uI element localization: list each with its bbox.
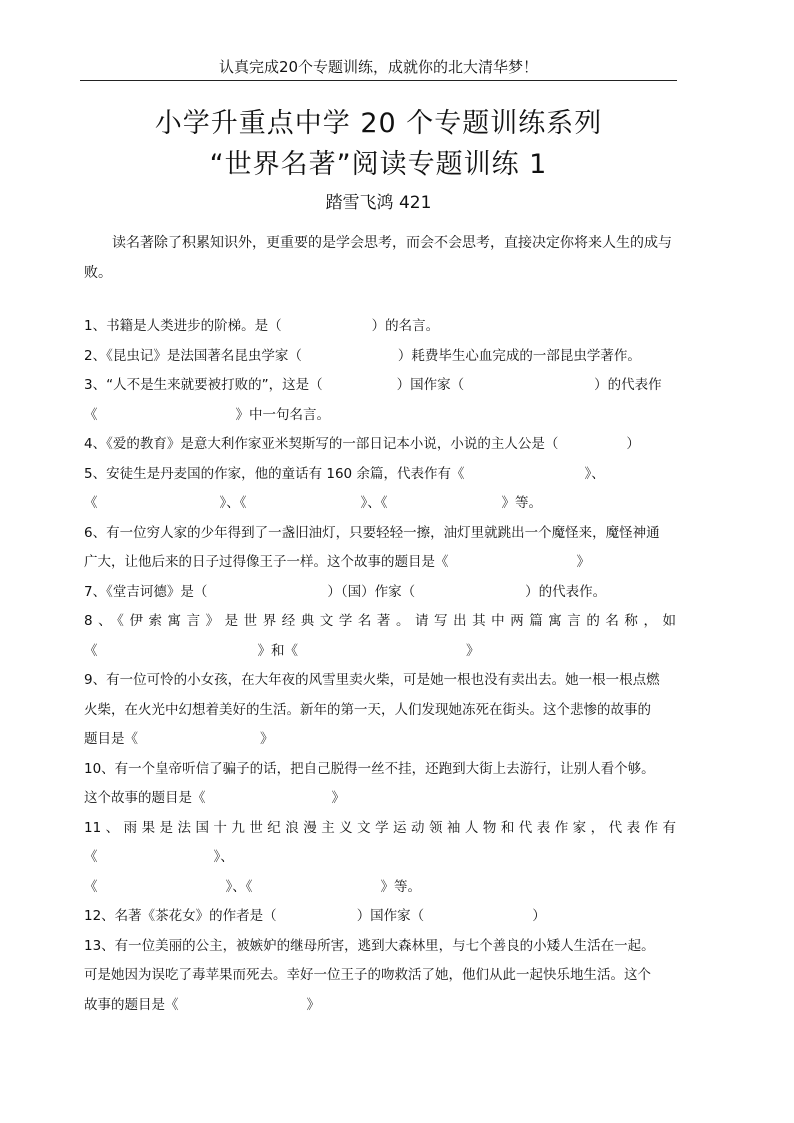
title-topic: “世界名著”阅读专题训练 1	[209, 149, 548, 180]
q4-text-b: ）	[626, 436, 640, 452]
question-7	[84, 578, 676, 608]
question-6-line-2	[84, 548, 676, 578]
question-11-line-1	[84, 814, 676, 844]
q8-text-d: 》	[466, 642, 480, 659]
q6-text-b: 广大，让他后来的日子过得像王子一样。这个故事的题目是《	[84, 554, 449, 570]
q11-text-e: 》、《	[225, 878, 253, 895]
question-11-line-2	[84, 843, 676, 873]
header-rule	[80, 80, 677, 81]
q13-text-a: 13、有一位美丽的公主，被嫉妒的继母所害，逃到大森林里，与七个善良的小矮人生活在一起。	[84, 937, 655, 954]
q5-text-b: 》、	[584, 465, 605, 482]
q7-text-c: ）的代表作。	[525, 583, 607, 600]
q11-text-f: 》等。	[380, 878, 421, 895]
q7-text-a: 7、《堂吉诃德》是（	[84, 583, 208, 600]
q8-text-a: 8、《伊索寓言》是世界经典文学名著。请写出其中两篇寓言的名称，如	[84, 613, 676, 629]
question-3-line-2	[84, 401, 676, 431]
q2-text-a: 2、《昆虫记》是法国著名昆虫学家（	[84, 347, 302, 364]
question-list	[84, 312, 676, 1020]
q5-text-e: 》、《	[360, 495, 388, 511]
question-5-line-2	[84, 489, 676, 519]
q9-text-a: 9、有一位可怜的小女孩，在大年夜的风雪里卖火柴，可是她一根也没有卖出去。她一根一根点燃	[84, 672, 660, 688]
q3-text-e: 》中一句名言。	[235, 406, 330, 423]
q4-text-a: 4、《爱的教育》是意大利作家亚米契斯写的一部日记本小说，小说的主人公是（	[84, 436, 559, 452]
question-8-line-1	[84, 607, 676, 637]
q8-text-b: 《	[84, 642, 98, 659]
q6-text-c: 》	[576, 554, 590, 570]
q5-text-c: 《	[84, 495, 98, 511]
q5-text-d: 》、《	[219, 495, 247, 511]
question-13-line-3	[84, 991, 676, 1021]
q5-text-a: 5、安徒生是丹麦国的作家，他的童话有 160 余篇，代表作有《	[84, 465, 465, 482]
author-name: 踏雪飞鸿 421	[325, 193, 432, 213]
q9-text-d: 》	[260, 731, 274, 747]
title-series: 小学升重点中学 20 个专题训练系列	[154, 108, 603, 139]
q13-text-d: 》	[306, 996, 320, 1013]
q9-text-b: 火柴，在火光中幻想着美好的生活。新年的第一天，人们发现她冻死在街头。这个悲惨的故事的	[84, 701, 651, 718]
q3-text-b: ）国作家（	[396, 377, 465, 393]
question-12	[84, 902, 676, 932]
q13-text-b: 可是她因为误吃了毒苹果而死去。幸好一位王子的吻救活了她，他们从此一起快乐地生活。这个	[84, 967, 651, 983]
q10-text-c: 》	[331, 790, 345, 806]
q10-text-b: 这个故事的题目是《	[84, 790, 206, 806]
q1-text-a: 1、书籍是人类进步的阶梯。是（	[84, 318, 282, 334]
question-10-line-1	[84, 755, 676, 785]
q13-text-c: 故事的题目是《	[84, 996, 179, 1013]
page-header: 认真完成20个专题训练，成就你的北大清华梦！	[218, 58, 539, 76]
question-11-line-3	[84, 873, 676, 903]
q2-text-b: ）耗费毕生心血完成的一部昆虫学著作。	[397, 347, 641, 364]
intro-paragraph: 读名著除了积累知识外，更重要的是学会思考，而会不会思考，直接决定你将来人生的成与败。	[84, 235, 672, 281]
q3-text-c: ）的代表作	[594, 377, 662, 393]
question-10-line-2	[84, 784, 676, 814]
question-4	[84, 430, 676, 460]
q12-text-a: 12、名著《茶花女》的作者是（	[84, 908, 277, 924]
q7-text-b: ）（国）作家（	[327, 583, 416, 600]
q1-text-b: ）的名言。	[371, 318, 440, 334]
q11-text-c: 》、	[213, 849, 234, 865]
question-9-line-2	[84, 696, 676, 726]
q5-text-f: 》等。	[501, 495, 542, 511]
q8-text-c: 》和《	[257, 642, 298, 659]
question-1	[84, 312, 676, 342]
question-9-line-3	[84, 725, 676, 755]
question-5-line-1	[84, 460, 676, 490]
question-3-line-1	[84, 371, 676, 401]
question-2	[84, 342, 676, 372]
q12-text-b: ）国作家（	[356, 908, 425, 924]
question-6-line-1	[84, 519, 676, 549]
q11-text-a: 11、雨果是法国十九世纪浪漫主义文学运动领袖人物和代表作家，代表作有	[84, 819, 676, 836]
q11-text-b: 《	[84, 849, 98, 865]
q10-text-a: 10、有一个皇帝听信了骗子的话，把自己脱得一丝不挂，还跑到大街上去游行，让别人看个够。	[84, 760, 655, 777]
q11-text-d: 《	[84, 878, 98, 895]
q3-text-a: 3、“人不是生来就要被打败的”，这是（	[84, 377, 323, 393]
q6-text-a: 6、有一位穷人家的少年得到了一盏旧油灯，只要轻轻一擦，油灯里就跳出一个魔怪来，魔怪神通	[84, 524, 660, 541]
q3-text-d: 《	[84, 406, 98, 423]
q12-text-c: ）	[532, 908, 546, 924]
question-13-line-2	[84, 961, 676, 991]
q9-text-c: 题目是《	[84, 731, 138, 747]
question-8-line-2	[84, 637, 676, 667]
question-13-line-1	[84, 932, 676, 962]
question-9-line-1	[84, 666, 676, 696]
